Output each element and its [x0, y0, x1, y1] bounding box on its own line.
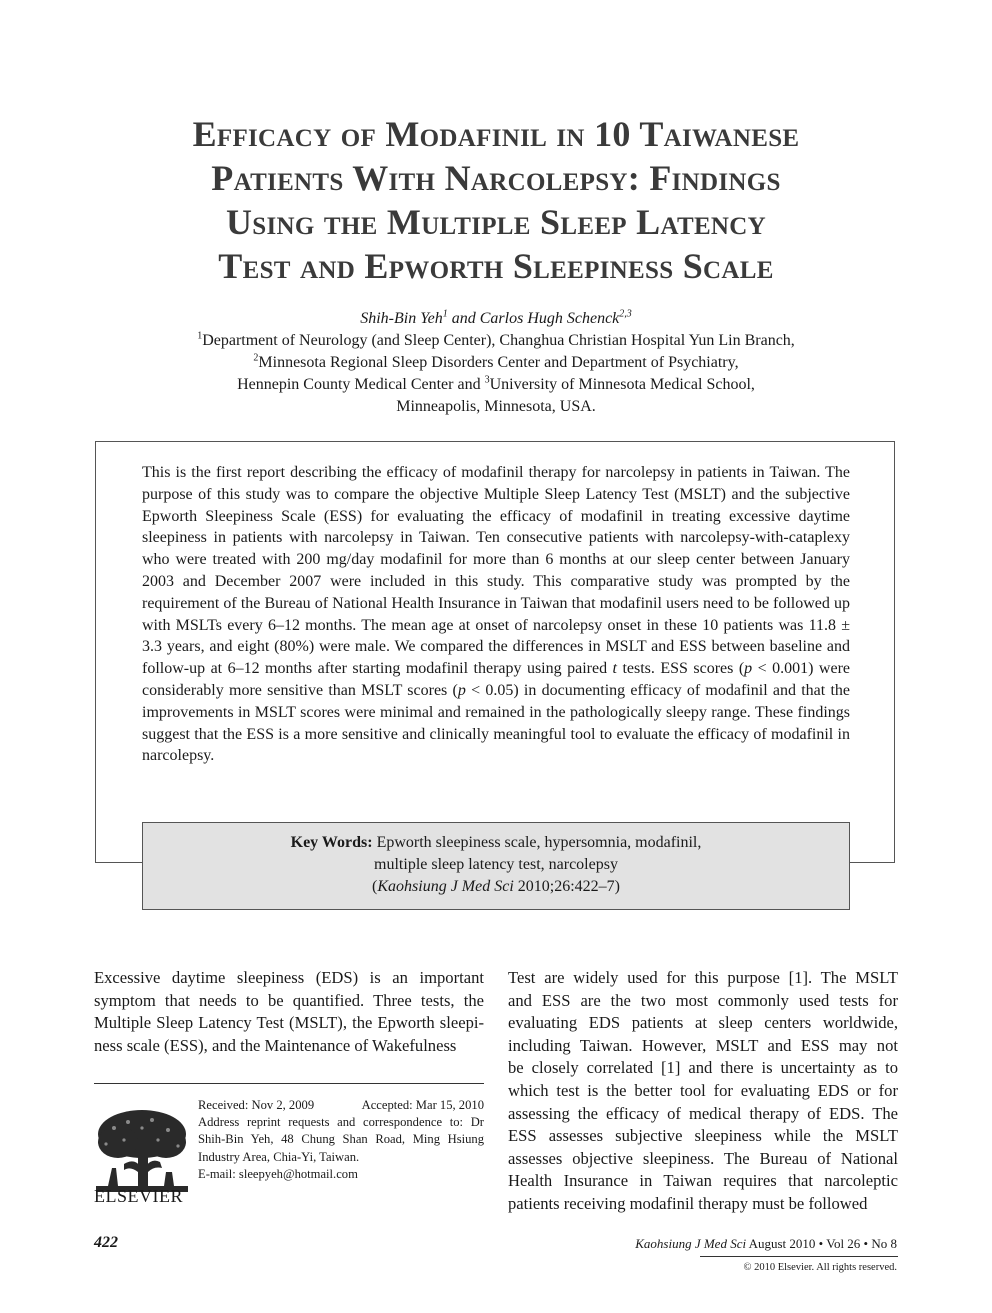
- affiliation-1-text: Department of Neurology (and Sleep Center), Changhua Christian Hospital Yun Lin Branch,: [202, 332, 795, 349]
- body-line: ESS assesses subjective sleepiness while the MSLT: [508, 1126, 898, 1146]
- affiliation-3: [100, 374, 892, 396]
- author-and: and: [447, 310, 480, 327]
- copyright: © 2010 Elsevier. All rights reserved.: [743, 1262, 897, 1273]
- elsevier-wordmark: ELSEVIER: [94, 1186, 183, 1206]
- citation-open: (: [372, 878, 378, 895]
- affiliation-2-text: Minnesota Regional Sleep Disorders Center and Department of Psychiatry,: [258, 354, 739, 371]
- abstract-p-1: p: [744, 660, 753, 678]
- affiliation-3-pre: Hennepin County Medical Center and: [237, 376, 485, 393]
- keywords-line-1: [143, 832, 849, 854]
- received-dates: [198, 1097, 484, 1114]
- body-line: Health Insurance in Taiwan requires that narcoleptic: [508, 1171, 898, 1191]
- author-names: [100, 308, 892, 330]
- body-line: assesses objective sleepiness. The Bureau of National: [508, 1148, 898, 1168]
- correspondence-address: Address reprint requests and correspondence to: Dr Shih-Bin Yeh, 48 Chung Shan Road, Ming Hsiung Industry Area, Chia-Yi, Taiwan.: [198, 1115, 484, 1164]
- abstract-part-1: This is the first report describing the efficacy of modafinil therapy for narcolepsy in patients in Taiwan. The purpose of this study was to compare the objective Multiple Sleep Latency Test (MSLT) and the subjective Epworth Sleepiness Scale (ESS) for evaluating the efficacy of modafinil in treating excessive daytime sleepiness in patients with narcolepsy in Taiwan. Ten consecutive patients with narcolepsy-with-cataplexy who were treated with 200 mg/day modafinil for more than 6 months at our sleep center between January 2003 and December 2007 were included in this study. This comparative study was prompted by the requirement of the Bureau of National Health Insurance in Taiwan that modafinil users need to be followed up with MSLTs every 6–12 months. The mean age at onset of narcolepsy onset in these 10 patients was 11.8 ± 3.3 years, and eight (80%) were male. We compared the differences in MSLT and ESS between baseline and follow-up at 6–12 months after starting modafinil therapy using paired: [142, 464, 850, 678]
- body-line: assessing the efficacy of medical therapy of EDS. The: [508, 1103, 898, 1123]
- author-1: Shih-Bin Yeh: [360, 310, 443, 327]
- affiliation-4: Minneapolis, Minnesota, USA.: [396, 398, 596, 415]
- affiliation-3-sup: 3: [484, 374, 490, 386]
- body-left-column: [94, 967, 484, 1057]
- body-line: Excessive daytime sleepiness (EDS) is an important: [94, 968, 484, 987]
- keywords-text-1: Epworth sleepiness scale, hypersomnia, modafinil,: [372, 834, 702, 851]
- footer-rule: [700, 1256, 898, 1257]
- received-info: [198, 1097, 484, 1183]
- footer-issue: August 2010 • Vol 26 • No 8: [746, 1236, 897, 1251]
- keywords-box: [142, 822, 850, 910]
- abstract-text: [142, 462, 850, 767]
- body-line: ness scale (ESS), and the Maintenance of Wakefulness: [94, 1035, 457, 1055]
- abstract-part-3: < 0.001) were considerably more sensitive than MSLT scores (: [142, 660, 850, 699]
- abstract-part-4: < 0.05) in documenting efficacy of modafinil and that the improvements in MSLT scores were minimal and remained in the pathologically sleepy range. These findings suggest that the ESS is a more sensitive and clinically meaningful tool to evaluate the efficacy of modafinil in narcolepsy.: [142, 681, 850, 765]
- author-1-sup: 1: [442, 308, 448, 320]
- body-line: evaluating EDS patients at sleep centers worldwide,: [508, 1013, 898, 1033]
- author-2-sup: 2,3: [619, 308, 632, 320]
- citation-rest: 2010;26:422–7): [513, 878, 620, 895]
- abstract-t: t: [612, 660, 617, 678]
- accepted-date: Accepted: Mar 15, 2010: [361, 1098, 484, 1112]
- author-2: Carlos Hugh Schenck: [479, 310, 620, 327]
- footnote-rule: [94, 1083, 484, 1084]
- body-line: Test are widely used for this purpose [1]. The MSLT: [508, 968, 898, 987]
- title-line-4: Test and Epworth Sleepiness Scale: [218, 246, 774, 286]
- citation: [143, 876, 849, 898]
- title-line-2: Patients With Narcolepsy: Findings: [211, 158, 781, 198]
- footer-journal: Kaohsiung J Med Sci: [635, 1236, 747, 1251]
- title-line-1: Efficacy of Modafinil in 10 Taiwanese: [192, 114, 800, 154]
- title-line-3: Using the Multiple Sleep Latency: [225, 202, 766, 242]
- article-title: [110, 112, 882, 288]
- journal-footer: [635, 1236, 897, 1252]
- affiliation-1-sup: 1: [197, 330, 203, 342]
- page-number: 422: [94, 1234, 118, 1251]
- affiliation-2: [100, 352, 892, 374]
- keywords-line-2: multiple sleep latency test, narcolepsy: [374, 856, 618, 873]
- body-line: and ESS are the two most commonly used tests for: [508, 990, 898, 1010]
- keywords-label: Key Words:: [290, 834, 373, 851]
- body-line: patients receiving modafinil therapy must be followed: [508, 1193, 868, 1213]
- abstract-p-2: p: [457, 681, 466, 699]
- body-line: Multiple Sleep Latency Test (MSLT), the Epworth sleepi-: [94, 1013, 484, 1033]
- body-line: symptom that needs to be quantified. Three tests, the: [94, 990, 484, 1010]
- affiliation-3-text: University of Minnesota Medical School,: [489, 376, 755, 393]
- received-date: Received: Nov 2, 2009: [198, 1098, 315, 1112]
- abstract-part-2: tests. ESS scores (: [616, 660, 745, 678]
- affiliation-1: [100, 330, 892, 352]
- body-right-column: [508, 967, 898, 1216]
- affiliation-2-sup: 2: [253, 352, 259, 364]
- correspondence-email: E-mail: sleepyeh@hotmail.com: [198, 1166, 358, 1181]
- body-line: which test is the better tool for evaluating EDS or for: [508, 1080, 898, 1100]
- body-line: be closely correlated [1] and there is uncertainty as to: [508, 1058, 898, 1078]
- body-line: including Taiwan. However, MSLT and ESS may not: [508, 1035, 898, 1055]
- authors-block: [100, 308, 892, 418]
- citation-journal: Kaohsiung J Med Sci: [377, 878, 514, 895]
